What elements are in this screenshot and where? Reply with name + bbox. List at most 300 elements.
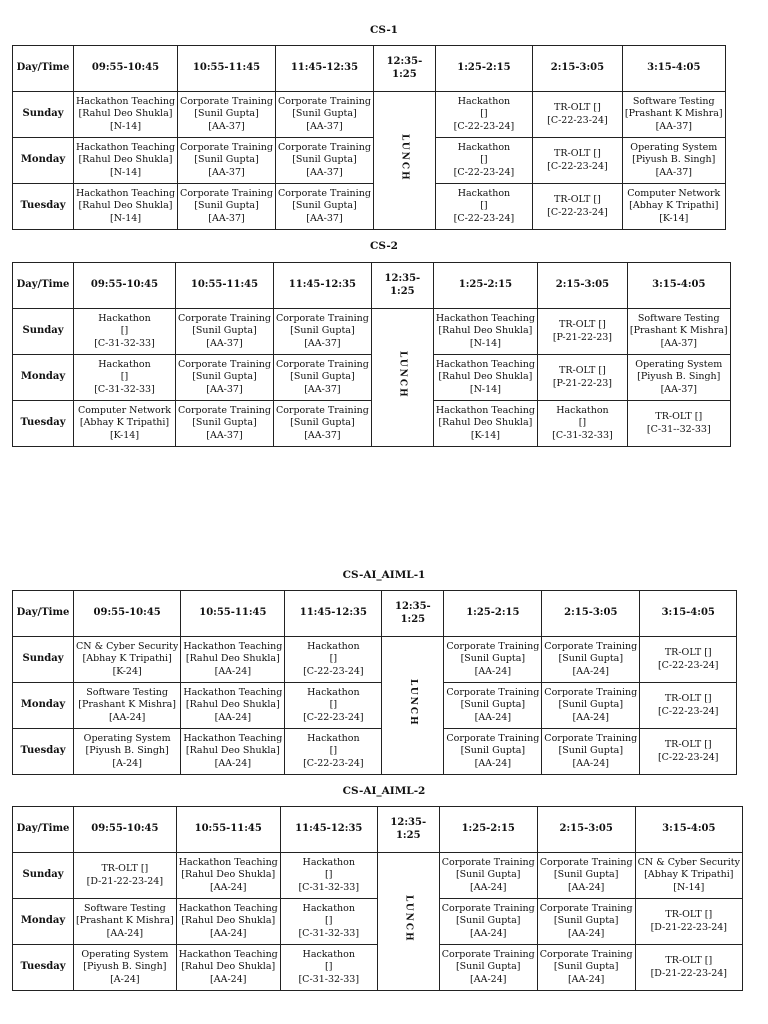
slot-detail: [P-21-22-23] [552,331,613,343]
slot-detail: [N-14] [673,881,705,893]
column-header: 2:15-3:05 [537,807,635,853]
slot-subject: Corporate Training [539,902,633,914]
slot-detail: [] [120,325,129,337]
class-slot [74,184,178,230]
slot-subject: Corporate Training [441,948,535,960]
slot-detail: [Sunil Gupta] [194,200,259,212]
slot-detail: [AA-24] [572,757,609,769]
slot-detail: [AA-37] [306,212,343,224]
slot-detail: [Rahul Deo Shukla] [78,108,173,120]
class-slot [181,683,285,729]
column-header: 2:15-3:05 [537,263,627,309]
lunch-label: LUNCH [403,895,414,944]
slot-detail: [K-14] [659,212,689,224]
class-slot [532,92,622,138]
class-slot [433,401,537,447]
slot-detail: [Sunil Gupta] [460,699,526,711]
class-slot [537,899,635,945]
slot-detail: [AA-37] [660,337,697,349]
class-slot [635,899,742,945]
column-header: 1:25-2:15 [444,591,542,637]
lunch-label: LUNCH [399,134,410,183]
slot-subject: Software Testing [637,312,720,324]
class-slot [640,729,737,775]
slot-subject: TR-OLT [] [665,955,713,966]
class-slot [435,138,532,184]
column-header: 3:15-4:05 [640,591,737,637]
slot-subject: TR-OLT [] [664,739,712,750]
slot-detail: [] [325,869,333,881]
slot-subject: Hackathon Teaching [76,141,176,153]
column-header: 10:55-11:45 [176,263,274,309]
slot-detail: [N-14] [469,383,501,395]
lunch-break-cell [371,309,433,447]
slot-detail: [Piyush B. Singh] [85,745,169,757]
slot-subject: Hackathon [302,856,355,868]
slot-detail: [Sunil Gupta] [290,325,355,337]
slot-detail: [Prashant K Mishra] [76,915,174,927]
column-header: 1:25-2:15 [433,263,537,309]
class-slot [74,899,177,945]
slot-detail: [C-31-32-33] [94,383,155,395]
slot-subject: Corporate Training [544,732,638,744]
slot-subject: Operating System [81,948,169,960]
slot-detail: [AA-24] [106,927,144,939]
class-slot [532,184,622,230]
class-slot [273,355,371,401]
class-slot [627,401,730,447]
slot-detail: [A-24] [112,757,142,769]
slot-detail: [C-22-23-24] [547,206,608,218]
slot-subject: Hackathon Teaching [76,95,176,107]
column-header: 12:35-1:25 [373,46,435,92]
slot-subject: Operating System [635,358,723,370]
slot-detail: [AA-24] [214,757,252,769]
slot-detail: [A-24] [110,973,140,985]
class-slot [178,138,276,184]
column-header: 11:45-12:35 [275,46,373,92]
class-slot [181,729,285,775]
class-slot [176,945,280,991]
slot-detail: [AA-37] [304,383,341,395]
day-label: Sunday [13,637,74,683]
column-header: Day/Time [13,46,74,92]
column-header: 1:25-2:15 [435,46,532,92]
cs-1-title: CS-1 [370,24,398,36]
day-label: Sunday [13,853,74,899]
slot-detail: [N-14] [469,337,501,349]
class-slot [74,853,177,899]
slot-detail: [] [329,699,338,711]
class-slot [285,637,382,683]
slot-detail: [N-14] [110,212,142,224]
slot-detail: [Rahul Deo Shukla] [185,653,280,665]
class-slot [176,355,274,401]
slot-detail: [Sunil Gupta] [455,869,521,881]
slot-subject: CN & Cyber Security [637,856,740,868]
class-slot [622,184,725,230]
slot-detail: [AA-24] [572,711,609,723]
slot-detail: [C-22-23-24] [303,711,364,723]
column-header: 09:55-10:45 [74,807,177,853]
slot-detail: [Piyush B. Singh] [83,961,167,973]
class-slot [285,729,382,775]
slot-subject: TR-OLT [] [554,194,601,205]
class-slot [622,138,725,184]
slot-detail: [] [329,653,338,665]
column-header: 3:15-4:05 [627,263,730,309]
slot-detail: [Sunil Gupta] [192,417,257,429]
slot-detail: [AA-37] [208,212,245,224]
cs-2-timetable [12,262,731,447]
slot-detail: [AA-24] [474,665,512,677]
slot-subject: Corporate Training [178,312,271,324]
slot-subject: Hackathon Teaching [76,187,176,199]
class-slot [74,637,181,683]
slot-subject: TR-OLT [] [655,411,703,422]
lunch-label: LUNCH [408,679,419,728]
slot-subject: Corporate Training [539,948,633,960]
class-slot [176,401,274,447]
class-slot [176,853,280,899]
slot-subject: TR-OLT [] [101,863,149,874]
slot-subject: Corporate Training [441,856,535,868]
slot-detail: [Rahul Deo Shukla] [78,200,173,212]
class-slot [275,184,373,230]
class-slot [537,309,627,355]
class-slot [273,401,371,447]
class-slot [435,92,532,138]
column-header: 11:45-12:35 [285,591,382,637]
table-row [13,683,737,729]
slot-subject: Software Testing [632,95,715,107]
slot-detail: [] [325,961,333,973]
slot-detail: [AA-24] [210,881,247,893]
slot-detail: [AA-37] [306,120,343,132]
slot-subject: Software Testing [84,902,166,914]
slot-subject: Corporate Training [180,141,273,153]
column-header: 3:15-4:05 [635,807,742,853]
slot-subject: Corporate Training [275,312,369,324]
slot-detail: [C-31-32-33] [552,429,613,441]
slot-detail: [AA-37] [206,383,243,395]
slot-subject: Corporate Training [275,358,369,370]
table-row [13,184,726,230]
slot-detail: [AA-24] [474,711,512,723]
slot-subject: Hackathon Teaching [178,902,278,914]
table-row [13,401,731,447]
slot-detail: [Rahul Deo Shukla] [181,961,276,973]
day-label: Tuesday [13,401,74,447]
slot-detail: [AA-24] [210,973,247,985]
slot-detail: [Sunil Gupta] [194,154,259,166]
slot-detail: [C-22-23-24] [657,705,719,717]
slot-detail: [P-21-22-23] [552,377,613,389]
slot-subject: TR-OLT [] [664,693,712,704]
header-row [13,263,731,309]
slot-subject: Computer Network [627,187,721,199]
slot-subject: Corporate Training [180,187,273,199]
class-slot [542,637,640,683]
slot-subject: Hackathon [307,732,360,744]
lunch-break-cell [377,853,439,991]
slot-detail: [AA-24] [470,881,507,893]
slot-detail: [AA-24] [567,973,605,985]
slot-subject: Corporate Training [446,686,540,698]
class-slot [74,945,177,991]
slot-detail: [Abhay K Tripathi] [644,869,734,881]
column-header: 10:55-11:45 [176,807,280,853]
lunch-break-cell [373,92,435,230]
slot-detail: [C-22-23-24] [453,212,515,224]
table-row [13,309,731,355]
class-slot [176,309,274,355]
slot-detail: [AA-37] [655,120,692,132]
slot-subject: Hackathon Teaching [435,404,535,416]
slot-detail: [AA-37] [655,166,692,178]
class-slot [74,138,178,184]
class-slot [280,853,377,899]
slot-subject: TR-OLT [] [554,148,601,159]
slot-subject: Hackathon Teaching [183,686,283,698]
slot-subject: Corporate Training [178,404,271,416]
slot-detail: [Sunil Gupta] [192,371,257,383]
day-label: Sunday [13,92,74,138]
column-header: 12:35-1:25 [382,591,444,637]
slot-detail: [] [329,745,338,757]
slot-detail: [Rahul Deo Shukla] [438,325,533,337]
table-row [13,138,726,184]
slot-detail: [Sunil Gupta] [553,869,619,881]
slot-detail: [Abhay K Tripathi] [82,653,172,665]
slot-detail: [AA-24] [214,665,252,677]
slot-detail: [Rahul Deo Shukla] [78,154,173,166]
slot-subject: Corporate Training [275,404,369,416]
class-slot [275,138,373,184]
day-label: Monday [13,683,74,729]
table-row [13,355,731,401]
column-header: 2:15-3:05 [542,591,640,637]
slot-subject: Hackathon Teaching [178,948,278,960]
header-row [13,807,743,853]
slot-subject: Hackathon [457,95,511,107]
slot-detail: [AA-24] [567,881,605,893]
class-slot [627,355,730,401]
class-slot [537,853,635,899]
slot-detail: [Sunil Gupta] [558,653,624,665]
table-row [13,729,737,775]
slot-detail: [C-31-32-33] [298,881,360,893]
column-header: 12:35-1:25 [371,263,433,309]
slot-detail: [C-22-23-24] [547,160,608,172]
slot-detail: [C-22-23-24] [453,120,515,132]
slot-subject: Corporate Training [277,141,371,153]
slot-detail: [Abhay K Tripathi] [629,200,719,212]
slot-detail: [Prashant K Mishra] [624,108,723,120]
slot-detail: [Sunil Gupta] [290,371,355,383]
slot-subject: Corporate Training [441,902,535,914]
slot-subject: TR-OLT [] [559,319,606,330]
class-slot [273,309,371,355]
header-row [13,46,726,92]
slot-detail: [C-22-23-24] [453,166,515,178]
lunch-break-cell [382,637,444,775]
slot-detail: [] [325,915,333,927]
slot-detail: [C-22-23-24] [303,757,364,769]
class-slot [181,637,285,683]
slot-detail: [] [480,200,488,212]
slot-subject: Hackathon [307,686,360,698]
slot-detail: [] [480,108,488,120]
day-label: Monday [13,355,74,401]
slot-subject: TR-OLT [] [664,647,712,658]
slot-detail: [C-31-32-33] [298,927,360,939]
class-slot [74,683,181,729]
column-header: 1:25-2:15 [439,807,537,853]
day-label: Sunday [13,309,74,355]
day-label: Tuesday [13,945,74,991]
slot-detail: [N-14] [110,166,142,178]
slot-detail: [] [578,417,587,429]
slot-detail: [K-14] [470,429,500,441]
day-label: Tuesday [13,729,74,775]
class-slot [532,138,622,184]
slot-detail: [C-31-32-33] [94,337,155,349]
class-slot [537,945,635,991]
slot-detail: [AA-24] [470,927,507,939]
slot-subject: Hackathon Teaching [435,312,535,324]
column-header: 09:55-10:45 [74,591,181,637]
class-slot [627,309,730,355]
slot-detail: [AA-24] [210,927,247,939]
column-header: Day/Time [13,591,74,637]
slot-subject: Hackathon Teaching [435,358,535,370]
slot-subject: Corporate Training [180,95,273,107]
class-slot [439,945,537,991]
slot-subject: Software Testing [86,686,168,698]
slot-detail: [Rahul Deo Shukla] [438,371,533,383]
slot-subject: Corporate Training [446,640,540,652]
class-slot [178,92,276,138]
slot-subject: Operating System [630,141,718,153]
slot-detail: [Sunil Gupta] [290,417,355,429]
class-slot [444,683,542,729]
slot-detail: [Abhay K Tripathi] [79,417,170,429]
class-slot [74,355,176,401]
slot-detail: [Rahul Deo Shukla] [185,699,280,711]
column-header: 09:55-10:45 [74,46,178,92]
column-header: 12:35-1:25 [377,807,439,853]
table-row [13,637,737,683]
class-slot [285,683,382,729]
class-slot [622,92,725,138]
day-label: Monday [13,138,74,184]
slot-detail: [AA-37] [208,120,245,132]
slot-subject: Hackathon Teaching [183,640,283,652]
slot-subject: Hackathon [307,640,360,652]
slot-detail: [AA-37] [206,337,243,349]
slot-detail: [AA-37] [304,337,341,349]
slot-subject: Hackathon [98,358,151,370]
lunch-label: LUNCH [397,351,408,400]
column-header: 2:15-3:05 [532,46,622,92]
column-header: Day/Time [13,807,74,853]
slot-detail: [AA-24] [474,757,512,769]
class-slot [433,309,537,355]
slot-detail: [Sunil Gupta] [553,915,619,927]
slot-subject: Corporate Training [178,358,271,370]
slot-subject: Hackathon [457,141,511,153]
class-slot [635,853,742,899]
slot-detail: [Sunil Gupta] [292,108,357,120]
class-slot [537,401,627,447]
slot-detail: [AA-37] [208,166,245,178]
slot-detail: [Rahul Deo Shukla] [438,417,533,429]
slot-detail: [D-21-22-23-24] [650,921,727,933]
slot-detail: [Sunil Gupta] [292,200,357,212]
slot-detail: [K-24] [112,665,142,677]
slot-subject: Computer Network [77,404,172,416]
column-header: 3:15-4:05 [622,46,725,92]
slot-subject: Hackathon [98,312,151,324]
slot-detail: [Piyush B. Singh] [637,371,721,383]
slot-detail: [Sunil Gupta] [194,108,259,120]
slot-detail: [D-21-22-23-24] [650,967,727,979]
class-slot [542,683,640,729]
slot-detail: [AA-24] [108,711,146,723]
slot-detail: [] [120,371,129,383]
class-slot [74,401,176,447]
class-slot [433,355,537,401]
class-slot [275,92,373,138]
slot-subject: Hackathon [302,902,355,914]
slot-subject: TR-OLT [] [665,909,713,920]
class-slot [640,637,737,683]
slot-detail: [C-22-23-24] [657,659,719,671]
slot-detail: [AA-37] [660,383,697,395]
column-header: 10:55-11:45 [178,46,276,92]
column-header: Day/Time [13,263,74,309]
slot-subject: TR-OLT [] [554,102,601,113]
cs-1-timetable [12,45,726,230]
class-slot [444,637,542,683]
class-slot [178,184,276,230]
slot-detail: [Sunil Gupta] [558,699,624,711]
class-slot [74,729,181,775]
cs-ai-aiml-2-timetable [12,806,743,991]
cs-ai-aiml-1-timetable [12,590,737,775]
slot-detail: [Sunil Gupta] [558,745,624,757]
slot-detail: [Sunil Gupta] [460,653,526,665]
day-label: Tuesday [13,184,74,230]
class-slot [635,945,742,991]
slot-detail: [Sunil Gupta] [455,961,521,973]
slot-detail: [K-14] [109,429,140,441]
cs-2-title: CS-2 [370,240,398,252]
class-slot [280,899,377,945]
column-header: 11:45-12:35 [280,807,377,853]
class-slot [435,184,532,230]
slot-subject: Hackathon Teaching [183,732,283,744]
slot-subject: Corporate Training [539,856,633,868]
column-header: 09:55-10:45 [74,263,176,309]
slot-detail: [Prashant K Mishra] [629,325,728,337]
slot-subject: Corporate Training [544,640,638,652]
slot-detail: [C-22-23-24] [303,665,364,677]
class-slot [280,945,377,991]
class-slot [439,853,537,899]
slot-detail: [Prashant K Mishra] [78,699,177,711]
